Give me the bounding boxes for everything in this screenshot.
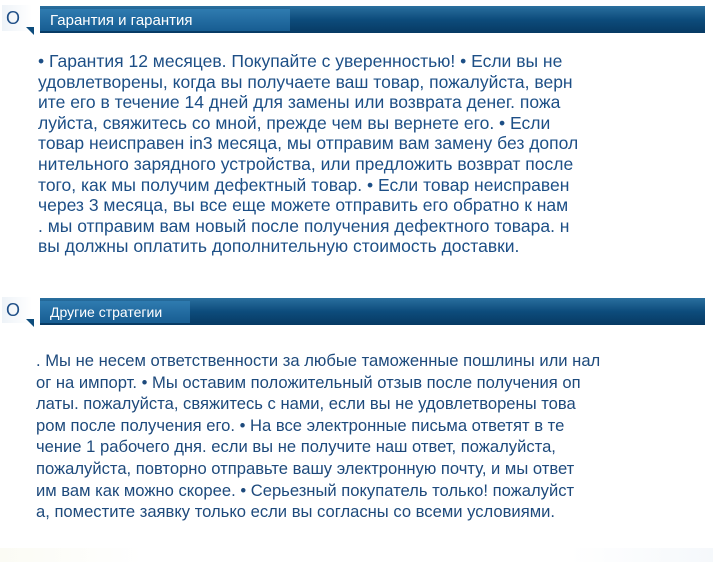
text-line: товар неисправен in3 месяца, мы отправим вам замену без допол — [38, 133, 579, 154]
section-title: Другие стратегии — [50, 304, 163, 320]
text-line: ог на импорт. • Мы оставим положительный отзыв после получения оп — [36, 372, 581, 392]
text-line: • Гарантия 12 месяцев. Покупайте с уверенностью! • Если вы не — [38, 51, 563, 71]
section-marker — [2, 5, 32, 31]
text-line: им вам как можно скорее. • Серьезный покупатель только! пожалуйст — [36, 480, 575, 500]
text-line: нительного зарядного устройства, или предложить возврат после — [38, 153, 574, 174]
warranty-text — [38, 51, 688, 257]
text-line: чение 1 рабочего дня. если вы не получите наш ответ, пожалуйста, — [36, 437, 556, 457]
text-line: ите его в течение 14 дней для замены или возврата денег. пожа — [38, 92, 561, 113]
marker-corner-icon — [26, 319, 34, 327]
section-marker-letter: O — [6, 300, 21, 320]
warranty-section-header — [0, 3, 705, 33]
header-bar — [40, 298, 705, 325]
text-line: латы. пожалуйста, свяжитесь с нами, если вы не удовлетворены това — [36, 394, 576, 414]
other-policies-section-header — [0, 295, 705, 325]
text-line: удовлетворены, когда вы получаете ваш товар, пожалуйста, верн — [38, 71, 573, 92]
header-bar — [40, 6, 705, 33]
text-line: через 3 месяца, вы все еще можете отправить его обратно к нам — [38, 195, 569, 216]
text-line: луйста, свяжитесь со мной, прежде чем вы вернете его. • Если — [38, 112, 551, 133]
marker-corner-icon — [26, 27, 34, 35]
section-title: Гарантия и гарантия — [50, 12, 193, 29]
section-marker-letter: O — [6, 8, 21, 28]
text-line: пожалуйста, повторно отправьте вашу электронную почту, и мы ответ — [36, 458, 575, 478]
other-policies-text — [36, 350, 686, 523]
text-line: того, как мы получим дефектный товар. • Если товар неисправен — [38, 174, 570, 195]
section-marker — [2, 297, 32, 323]
text-line: а, поместите заявку только если вы согласны со всеми условиями. — [36, 502, 555, 522]
text-line: ром после получения его. • На все электронные письма ответят в те — [36, 415, 565, 435]
bottom-divider — [0, 548, 713, 562]
text-line: вы должны оплатить дополнительную стоимость доставки. — [38, 236, 520, 257]
text-line: . Мы не несем ответственности за любые таможенные пошлины или нал — [36, 351, 601, 370]
text-line: . мы отправим вам новый после получения дефектного товара. н — [38, 215, 570, 236]
